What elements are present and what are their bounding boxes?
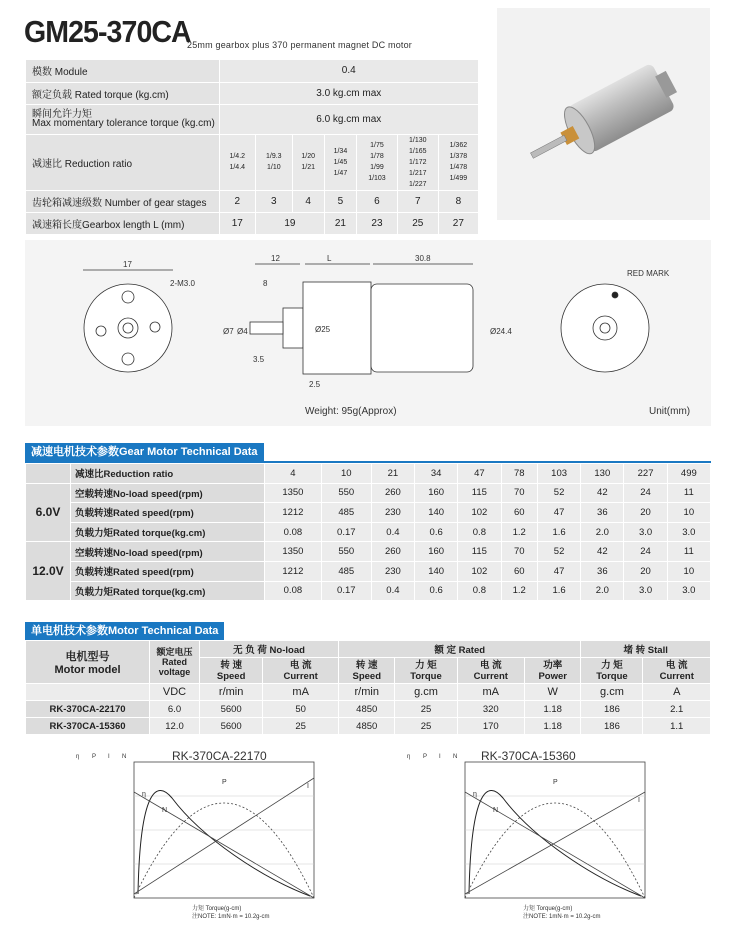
data-cell: 0.17 xyxy=(321,581,371,601)
unit-cell: r/min xyxy=(200,684,263,701)
stage-cell: 7 xyxy=(397,190,438,212)
speed-curve xyxy=(134,792,314,898)
length-cell: 19 xyxy=(256,212,325,234)
ratio-cell: 1/34 1/45 1/47 xyxy=(324,134,356,190)
hdr-en: Current xyxy=(283,670,318,682)
stage-cell: 3 xyxy=(256,190,293,212)
ratio-cell: 130 xyxy=(581,464,624,484)
motor-table xyxy=(25,640,711,735)
data-cell: 4850 xyxy=(339,718,395,735)
label-eta: η xyxy=(473,791,477,798)
data-cell: 36 xyxy=(581,503,624,523)
data-cell: 0.6 xyxy=(415,522,458,542)
rated-header: 额 定 Rated xyxy=(339,641,581,658)
label-eta: η xyxy=(142,791,146,798)
speed-curve xyxy=(465,792,645,898)
dim-8: 8 xyxy=(263,279,268,288)
unit-cell: mA xyxy=(457,684,524,701)
gear-section-header xyxy=(25,442,711,463)
motor-section-title: 单电机技术参数Motor Technical Data xyxy=(25,622,224,640)
data-cell: 550 xyxy=(321,483,371,503)
data-cell: 0.6 xyxy=(415,581,458,601)
length-label: 减速箱长度Gearbox length L (mm) xyxy=(26,212,219,234)
data-cell: 0.08 xyxy=(265,522,322,542)
ratio-cell: 47 xyxy=(458,464,501,484)
noload-header: 无 负 荷 No-load xyxy=(200,641,339,658)
current-curve xyxy=(465,792,645,894)
ratio-label: 减速比Reduction ratio xyxy=(71,464,265,484)
head-i: I xyxy=(439,754,441,760)
data-cell: 260 xyxy=(371,483,414,503)
voltage-cell: 6.0V xyxy=(26,483,71,542)
data-cell: 1.6 xyxy=(537,581,580,601)
motor-section-header xyxy=(25,621,711,642)
hdr-cn: 功率 xyxy=(543,659,563,671)
dimension-drawing xyxy=(25,240,711,426)
length-cell: 25 xyxy=(397,212,438,234)
unit-cell: g.cm xyxy=(581,684,643,701)
data-cell: 47 xyxy=(537,561,580,581)
stage-cell: 2 xyxy=(219,190,256,212)
data-cell: 11 xyxy=(667,483,710,503)
data-cell: 260 xyxy=(371,542,414,562)
head-n: N xyxy=(453,754,458,760)
data-cell: 140 xyxy=(415,503,458,523)
data-cell: 3.0 xyxy=(624,581,667,601)
unit-cell: g.cm xyxy=(395,684,457,701)
label-n: N xyxy=(162,807,168,814)
stage-cell: 6 xyxy=(357,190,398,212)
data-cell: 0.4 xyxy=(371,522,414,542)
stall-header: 堵 转 Stall xyxy=(581,641,711,658)
unit-cell: W xyxy=(525,684,581,701)
row-label: 空载转速No-load speed(rpm) xyxy=(71,542,265,562)
ratio-cell: 34 xyxy=(415,464,458,484)
ratio-cell: 227 xyxy=(624,464,667,484)
data-cell: 60 xyxy=(501,503,537,523)
data-cell: 20 xyxy=(624,503,667,523)
row-label: 负载转速Rated speed(rpm) xyxy=(71,561,265,581)
volt-cn: 额定电压 xyxy=(156,647,193,657)
ratio-cell: 499 xyxy=(667,464,710,484)
head-eta: η xyxy=(76,754,80,760)
data-cell: 70 xyxy=(501,542,537,562)
data-cell: 42 xyxy=(581,542,624,562)
torque-value: 3.0 kg.cm max xyxy=(219,82,478,104)
unit-label: Unit(mm) xyxy=(649,406,691,417)
dim-17: 17 xyxy=(123,260,132,269)
data-cell: 11 xyxy=(667,542,710,562)
dim-35: 3.5 xyxy=(253,355,265,364)
performance-chart-2 xyxy=(393,748,658,938)
data-cell: 36 xyxy=(581,561,624,581)
data-cell: 20 xyxy=(624,561,667,581)
label-i: I xyxy=(638,797,640,804)
weight-label: Weight: 95g(Approx) xyxy=(305,406,397,417)
module-value: 0.4 xyxy=(219,60,478,82)
current-curve xyxy=(134,778,314,894)
data-cell: 0.4 xyxy=(371,581,414,601)
hdr-en: Power xyxy=(538,670,567,682)
torque-label: 额定负载 Rated torque (kg.cm) xyxy=(26,82,219,104)
data-cell: 1.2 xyxy=(501,522,537,542)
data-cell: 10 xyxy=(667,561,710,581)
row-label: 负载力矩Rated torque(kg.cm) xyxy=(71,522,265,542)
dim-25: 2.5 xyxy=(309,380,321,389)
data-cell: 4850 xyxy=(339,701,395,718)
model-en: Motor model xyxy=(54,664,121,676)
spec-table xyxy=(26,60,478,235)
ratio-cell: 1/20 1/21 xyxy=(292,134,324,190)
chart-title: RK-370CA-22170 xyxy=(172,749,267,763)
hdr-cn: 电 流 xyxy=(289,659,312,671)
unit-cell: r/min xyxy=(339,684,395,701)
hdr-en: Speed xyxy=(352,670,381,682)
ratio-cell: 1/362 1/378 1/478 1/499 xyxy=(438,134,478,190)
hdr-cn: 电 流 xyxy=(665,659,688,671)
voltage-cell: 12.0V xyxy=(26,542,71,601)
data-cell: 2.0 xyxy=(581,522,624,542)
data-cell: 1350 xyxy=(265,542,322,562)
model-cell: RK-370CA-15360 xyxy=(26,718,150,735)
data-cell: 24 xyxy=(624,542,667,562)
data-cell: 3.0 xyxy=(667,581,710,601)
length-cell: 17 xyxy=(219,212,256,234)
data-cell: 50 xyxy=(263,701,339,718)
data-cell: 6.0 xyxy=(150,701,200,718)
length-cell: 21 xyxy=(324,212,356,234)
data-cell: 25 xyxy=(263,718,339,735)
data-cell: 0.17 xyxy=(321,522,371,542)
data-cell: 186 xyxy=(581,718,643,735)
data-cell: 1.18 xyxy=(525,701,581,718)
ratio-cell: 78 xyxy=(501,464,537,484)
label-n: N xyxy=(493,807,499,814)
data-cell: 320 xyxy=(457,701,524,718)
maxtorque-value: 6.0 kg.cm max xyxy=(219,104,478,134)
stage-cell: 5 xyxy=(324,190,356,212)
unit-cell: mA xyxy=(263,684,339,701)
data-cell: 160 xyxy=(415,483,458,503)
data-cell: 230 xyxy=(371,503,414,523)
hdr-cn: 力 矩 xyxy=(415,659,437,671)
hdr-en: Torque xyxy=(596,670,628,682)
data-cell: 24 xyxy=(624,483,667,503)
dim-308: 30.8 xyxy=(415,254,431,263)
stage-cell: 8 xyxy=(438,190,478,212)
ratio-cell: 1/9.3 1/10 xyxy=(256,134,293,190)
x-label: 力矩 Torque(g-cm) xyxy=(192,906,242,912)
page-title: GM25-370CA xyxy=(24,14,191,49)
hdr-cn: 转 速 xyxy=(220,659,242,671)
data-cell: 2.1 xyxy=(643,701,711,718)
data-cell: 3.0 xyxy=(667,522,710,542)
data-cell: 52 xyxy=(537,542,580,562)
gear-motor-table xyxy=(25,463,711,601)
ratio-cell: 4 xyxy=(265,464,322,484)
data-cell: 60 xyxy=(501,561,537,581)
hdr-en: Speed xyxy=(216,670,246,682)
data-cell: 1.2 xyxy=(501,581,537,601)
red-mark-label: RED MARK xyxy=(627,269,670,278)
data-cell: 10 xyxy=(667,503,710,523)
dim-d7: Ø7 xyxy=(223,327,234,336)
data-cell: 550 xyxy=(321,542,371,562)
label-p: P xyxy=(222,779,227,786)
dim-l: L xyxy=(327,254,332,263)
dim-d25: Ø25 xyxy=(315,325,331,334)
ratio-cell: 21 xyxy=(371,464,414,484)
data-cell: 1.18 xyxy=(525,718,581,735)
data-cell: 115 xyxy=(458,542,501,562)
data-cell: 5600 xyxy=(200,701,263,718)
data-cell: 485 xyxy=(321,561,371,581)
chart-title: RK-370CA-15360 xyxy=(481,749,576,763)
dim-12: 12 xyxy=(271,254,280,263)
module-label: 模数 Module xyxy=(26,60,219,82)
hdr-cn: 力 矩 xyxy=(601,659,623,671)
performance-chart-1 xyxy=(62,748,327,938)
hdr-cn: 转 速 xyxy=(355,659,378,671)
motor-photo xyxy=(497,8,710,220)
head-n: N xyxy=(122,754,127,760)
unit-cell: VDC xyxy=(150,684,200,701)
dim-d4: Ø4 xyxy=(237,327,248,336)
head-p: P xyxy=(423,754,428,760)
data-cell: 0.8 xyxy=(458,522,501,542)
data-cell: 186 xyxy=(581,701,643,718)
power-curve xyxy=(465,803,645,898)
unit-cell: A xyxy=(643,684,711,701)
row-label: 负载转速Rated speed(rpm) xyxy=(71,503,265,523)
ratio-cell: 1/75 1/78 1/99 1/103 xyxy=(357,134,398,190)
data-cell: 0.08 xyxy=(265,581,322,601)
hdr-cn: 电 流 xyxy=(479,659,502,671)
data-cell: 0.8 xyxy=(458,581,501,601)
label-p: P xyxy=(553,779,558,786)
note: 注NOTE: 1mN·m = 10.2g-cm xyxy=(523,914,601,920)
note: 注NOTE: 1mN·m = 10.2g-cm xyxy=(192,914,270,920)
hdr-en: Current xyxy=(659,670,694,682)
maxtorque-label-cn: 瞬间允许力矩 xyxy=(32,109,92,120)
data-cell: 1350 xyxy=(265,483,322,503)
data-cell: 170 xyxy=(457,718,524,735)
data-cell: 2.0 xyxy=(581,581,624,601)
data-cell: 70 xyxy=(501,483,537,503)
data-cell: 1.6 xyxy=(537,522,580,542)
data-cell: 42 xyxy=(581,483,624,503)
data-cell: 1.1 xyxy=(643,718,711,735)
data-cell: 160 xyxy=(415,542,458,562)
data-cell: 140 xyxy=(415,561,458,581)
ratio-label: 减速比 Reduction ratio xyxy=(26,134,219,190)
head-eta: η xyxy=(407,754,411,760)
data-cell: 25 xyxy=(395,701,457,718)
volt-en: Rated voltage xyxy=(158,657,191,677)
model-cn: 电机型号 xyxy=(65,651,110,663)
data-cell: 1212 xyxy=(265,503,322,523)
dim-m3: 2-M3.0 xyxy=(170,279,195,288)
row-label: 负载力矩Rated torque(kg.cm) xyxy=(71,581,265,601)
model-cell: RK-370CA-22170 xyxy=(26,701,150,718)
data-cell: 47 xyxy=(537,503,580,523)
data-cell: 25 xyxy=(395,718,457,735)
power-curve xyxy=(134,803,314,898)
hdr-en: Current xyxy=(473,670,508,682)
x-label: 力矩 Torque(g-cm) xyxy=(523,906,573,912)
dim-d244: Ø24.4 xyxy=(490,327,512,336)
data-cell: 5600 xyxy=(200,718,263,735)
hdr-en: Torque xyxy=(410,670,442,682)
row-label: 空载转速No-load speed(rpm) xyxy=(71,483,265,503)
ratio-cell: 10 xyxy=(321,464,371,484)
label-i: I xyxy=(307,783,309,790)
data-cell: 1212 xyxy=(265,561,322,581)
stage-cell: 4 xyxy=(292,190,324,212)
ratio-cell: 1/130 1/165 1/172 1/217 1/227 xyxy=(397,134,438,190)
head-i: I xyxy=(108,754,110,760)
length-cell: 27 xyxy=(438,212,478,234)
stages-label: 齿轮箱减速级数 Number of gear stages xyxy=(26,190,219,212)
data-cell: 12.0 xyxy=(150,718,200,735)
length-cell: 23 xyxy=(357,212,398,234)
gear-section-title: 减速电机技术参数Gear Motor Technical Data xyxy=(25,443,264,461)
subtitle: 25mm gearbox plus 370 permanent magnet DC motor xyxy=(187,40,413,50)
ratio-cell: 103 xyxy=(537,464,580,484)
data-cell: 230 xyxy=(371,561,414,581)
data-cell: 115 xyxy=(458,483,501,503)
head-p: P xyxy=(92,754,97,760)
data-cell: 102 xyxy=(458,503,501,523)
data-cell: 485 xyxy=(321,503,371,523)
data-cell: 3.0 xyxy=(624,522,667,542)
data-cell: 102 xyxy=(458,561,501,581)
data-cell: 52 xyxy=(537,483,580,503)
maxtorque-label-en: Max momentary tolerance torque (kg.cm) xyxy=(32,118,215,129)
ratio-cell: 1/4.2 1/4.4 xyxy=(219,134,256,190)
